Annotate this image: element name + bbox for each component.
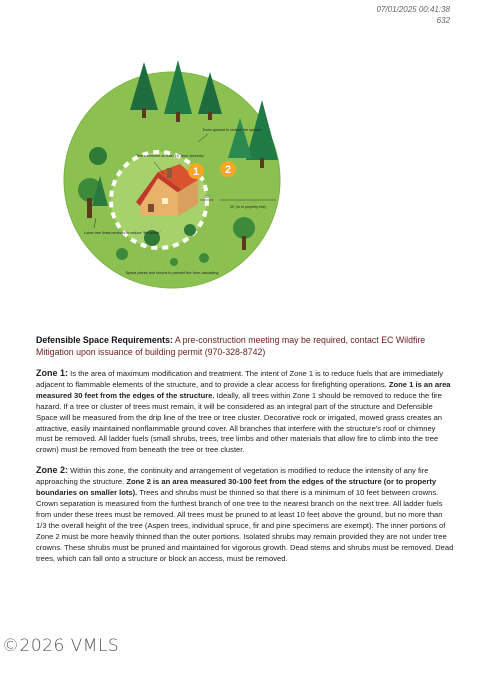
zone1-badge [188,163,204,179]
label-space-plants: Space plants and shrubs to prevent fire from cascading [125,271,219,275]
zone2-badge [220,161,236,177]
zone2-paragraph [36,465,454,564]
requirements-heading [36,334,454,358]
defensible-space-diagram [54,52,294,292]
zone2-text2: Trees and shrubs must be thinned so that there is a minimum of 10 feet between crowns. Crown separation is measured from the furthest branch of one tree to the nearest branch on the next tree. All ladder fuels from under these trees must be removed. All trees must be pruned to at least 10 feet above the ground, but no more than 1/3 the overall height of the tree (Aspen trees, individual spruce, fir and pine specimens are exempt). The inner portions of Zone 2 must be more heavily thinned than the outer portions. Isolated shrubs may remain provided they are not under tree crowns. These shrubs must be pruned and maintained for vigorous growth. Dead stems and shrubs must be removed. Dead trees, which can fall onto a structure or block an access, must be removed. [36,488,454,563]
timestamp: 07/01/2025 00:41:38 [376,5,450,14]
zone1-label: 1 [192,166,200,178]
zone2-bold: Zone 2 is an area measured 30-100 feet from the edges of the structure (or to property boundaries on smaller lots). [36,477,437,498]
dim-property-label: 30' (or to property line) [229,205,267,209]
zone1-title: Zone 1: [36,368,69,378]
zone1-text1: Is the area of maximum modification and treatment. The intent of Zone 1 is to reduce fuels that are immediately adjacent to flammable elements of the structure, and to provide a clear access for firefighting operations. [36,369,444,389]
zone2-title: Zone 2: [36,465,69,476]
page-number: 632 [436,16,450,25]
page-meta [377,4,450,26]
label-lower-limbs: Lower tree limbs removed to reduce "fire ladder" [84,231,161,235]
zone1-text2: Ideally, all trees within Zone 1 should be removed to reduce the fire hazard. If a tree or cluster of trees must remain, it will be considered as an integral part of the structure and Defensible Space will be measured from the drip line of the tree or tree cluster. Decorative rock or irrigated, mowed grass creates an attractive, easily maintained nonflammable ground cover. All branches that interfere with the structure's roof or chimney must be removed. All ladder fuels (small shrubs, trees, tree limbs and other materials that allow fire to climb into the tree crown) must be removed from beneath the tree or tree cluster. [36,390,443,455]
copyright-watermark: ©2026 VMLS [2,636,120,656]
dim-30ft-label: 30' [204,194,210,199]
heading-bold: Defensible Space Requirements: [36,335,173,345]
label-trees-spaced: Trees spaced to reduce fire spread [202,128,261,132]
zone1-paragraph [36,368,454,456]
requirements-text [36,334,454,573]
zone1-bold: Zone 1 is an area measured 30 feet from the edges of the structure. [36,379,451,400]
zone2-label: 2 [224,164,232,176]
zone2-text1: Within this zone, the continuity and arrangement of vegetation is modified to reduce the intensity of any fire approaching the structure. [36,466,429,487]
heading-text: A pre-construction meeting may be required, contact EC Wildfire Mitigation upon issuance of building permit (970-328-8742) [36,335,426,357]
label-trees-trimmed: Trees trimmed at least 10' from chimney [136,154,204,158]
